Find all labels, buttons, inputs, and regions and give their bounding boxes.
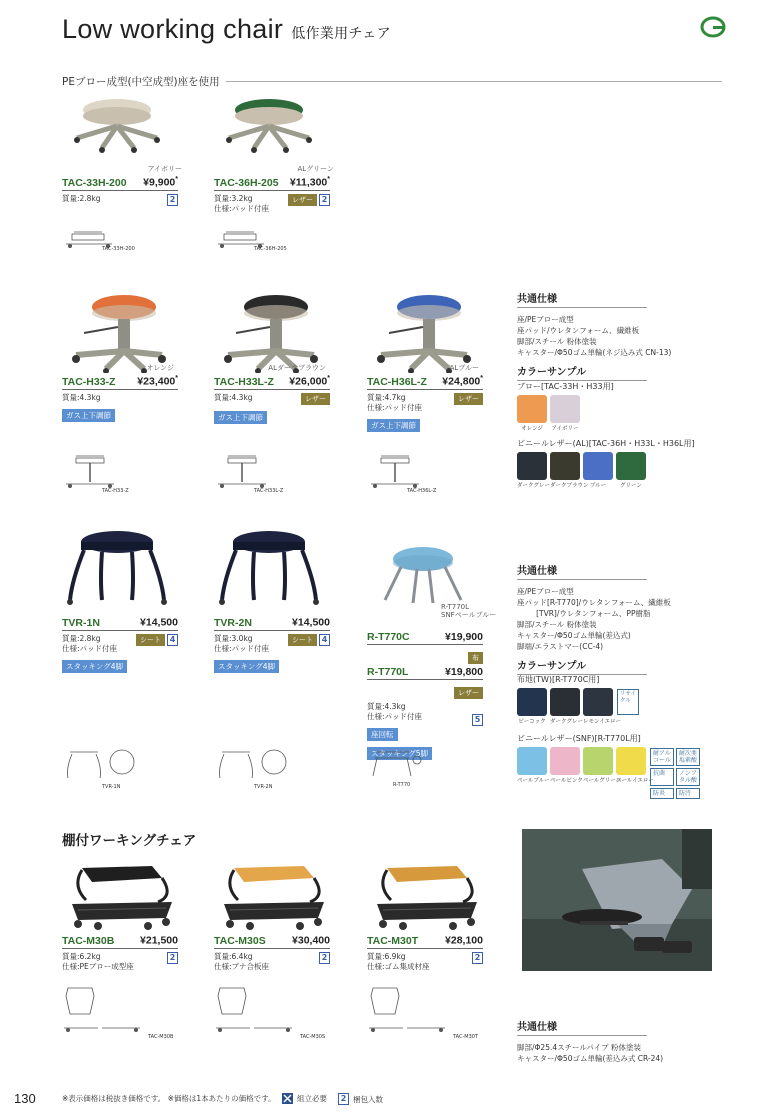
- product-spec: 質量:6.2kg 仕様:PEブロー成型座: [62, 951, 134, 971]
- product-photo: [214, 293, 364, 375]
- footer-legend-pack: 2 梱包入数: [338, 1093, 383, 1105]
- product-price: ¥24,800*: [442, 375, 483, 388]
- swatch-label: ペールピンク: [550, 778, 583, 784]
- dimension-diagram: [62, 740, 162, 790]
- pack-count-icon: 2: [319, 952, 330, 964]
- swatch-group-al: ビニールレザー(AL)[TAC-36H・H33L・H36L用] ダークグレー ダークブラウン ブルー グリーン: [517, 439, 695, 489]
- product-photo: [367, 848, 517, 934]
- swatch-chip: [550, 452, 580, 480]
- section-heading-shelf: 棚付ワーキングチェア: [62, 833, 197, 849]
- pack-count-icon: 4: [167, 634, 178, 646]
- pack-count-icon: 2: [319, 194, 330, 206]
- product-tvr2n: [214, 524, 364, 673]
- product-spec: 質量:4.7kg 仕様:パッド付座: [367, 392, 423, 412]
- color-caption: アイボリー: [147, 165, 182, 173]
- product-price: ¥19,800: [445, 666, 483, 678]
- material-tag: レザー: [288, 194, 317, 206]
- dimension-diagram: [214, 984, 339, 1044]
- pack-count-icon: 2: [167, 952, 178, 964]
- color-caption: オレンジ: [146, 364, 174, 372]
- feature-badge: ガス上下調節: [214, 411, 267, 424]
- swatch-chip: [583, 452, 613, 480]
- product-code: TAC-H33-Z: [62, 375, 116, 388]
- product-photo: [62, 293, 212, 375]
- product-tacm30t: [367, 848, 517, 972]
- swatch-chip: [517, 688, 547, 716]
- svg-text:TAC-33H-200: TAC-33H-200: [102, 246, 135, 252]
- product-price: ¥9,900*: [143, 176, 178, 189]
- product-price: ¥14,500: [292, 616, 330, 629]
- color-swatch: [550, 688, 584, 725]
- product-tacm30b: [62, 848, 212, 972]
- product-spec: 質量:4.3kg 仕様:パッド付座: [367, 702, 423, 721]
- swatch-chip: [583, 688, 613, 716]
- product-spec: 質量:6.9kg 仕様:ゴム集成材座: [367, 951, 430, 971]
- swatch-label: ペールイエロー: [616, 778, 654, 784]
- color-caption: ALブルー: [449, 364, 479, 372]
- product-price: ¥21,500: [140, 934, 178, 947]
- swatch-chip: [550, 395, 580, 423]
- swatch-chip: [517, 452, 547, 480]
- product-photo: [214, 524, 364, 616]
- brand-logo-icon: [700, 16, 726, 38]
- property-badge: ノンフタル酸: [676, 768, 700, 786]
- product-spec: 質量:4.3kg: [214, 392, 253, 402]
- swatch-chip: [616, 452, 646, 480]
- swatch-group-tw: 布地(TW)[R-T770C用] ピーコック ダークグレー レモンイエロー リサイクル: [517, 674, 640, 725]
- color-swatch: [616, 747, 654, 800]
- swatch-label: レモンイエロー: [583, 719, 622, 725]
- product-code: TVR-2N: [214, 616, 252, 629]
- diagram-label: R-T770: [393, 782, 411, 788]
- dimension-diagram: [367, 450, 467, 500]
- pack-count-icon: 2: [338, 1093, 349, 1105]
- product-price: ¥28,100: [445, 934, 483, 947]
- recycle-badge: リサイクル: [617, 689, 639, 715]
- product-price: ¥14,500: [140, 616, 178, 629]
- feature-badge: スタッキング4脚: [62, 660, 127, 673]
- svg-text:TAC-H36L-Z: TAC-H36L-Z: [407, 488, 437, 494]
- product-code: TAC-33H-200: [62, 176, 127, 189]
- color-swatch: [517, 688, 547, 725]
- svg-text:TVR-1N: TVR-1N: [102, 784, 121, 790]
- dimension-diagram: [62, 984, 187, 1044]
- page-title-jp: 低作業用チェア: [291, 26, 391, 42]
- product-tach33l: [214, 293, 364, 424]
- feature-badge: スタッキング5脚: [367, 747, 432, 760]
- product-photo: [214, 848, 364, 934]
- product-price: ¥26,000*: [289, 375, 330, 388]
- color-sample-1: カラーサンプル: [517, 363, 717, 381]
- svg-text:TVR-2N: TVR-2N: [254, 784, 273, 790]
- common-spec-3: 共通仕様 脚部/Φ25.4スチールパイプ 粉体塗装 キャスター/Φ50ゴム単輪(差込み式 CR-24): [517, 1018, 717, 1064]
- product-price: ¥19,900: [445, 631, 483, 643]
- swatch-chip: [517, 747, 547, 775]
- swatch-chip: [550, 688, 580, 716]
- product-spec: 質量:2.8kg 仕様:パッド付座: [62, 633, 118, 653]
- swatch-label: ペールブルー: [517, 778, 550, 784]
- color-swatch: [517, 747, 550, 800]
- product-photo: [367, 545, 517, 647]
- swatch-chip: [583, 747, 613, 775]
- product-spec: 質量:3.2kg 仕様:パッド付座: [214, 193, 270, 213]
- footer-note: ※表示価格は税抜き価格です。 ※価格は1本あたりの価格です。: [62, 1094, 276, 1103]
- color-swatch: [583, 452, 613, 489]
- tools-icon: [282, 1093, 293, 1104]
- product-tach36l: [367, 293, 517, 432]
- product-code: TAC-M30S: [214, 934, 266, 947]
- feature-badge: 座回転: [367, 728, 398, 741]
- swatch-group-snf: ビニールレザー(SNF)[R-T770L用] ペールブルー ペールピンク ペールグリーン ペールイエロー 耐アルコール 耐次亜塩素酸 抗菌 ノンフタル酸 防炎 防汚: [517, 733, 703, 800]
- page-number: 130: [14, 1091, 36, 1106]
- property-badge: 耐次亜塩素酸: [676, 748, 700, 766]
- dimension-diagram: [214, 740, 314, 790]
- property-badge: 抗菌: [650, 768, 674, 786]
- swatch-chip: [517, 395, 547, 423]
- color-caption: ALダークブラウン: [268, 364, 326, 372]
- feature-badge: スタッキング4脚: [214, 660, 279, 673]
- footer-legend-assembly: 組立必要: [282, 1093, 327, 1104]
- product-photo: [62, 524, 212, 616]
- product-tac36h: [214, 90, 364, 214]
- color-sample-2: カラーサンプル: [517, 657, 717, 675]
- product-code: TAC-M30B: [62, 934, 115, 947]
- material-tag: シート: [288, 634, 317, 646]
- product-spec: 質量:4.3kg: [62, 392, 101, 402]
- pack-count-icon: 2: [472, 952, 483, 964]
- product-code: TVR-1N: [62, 616, 100, 629]
- pack-count-icon: 4: [319, 634, 330, 646]
- material-tag: レザー: [454, 393, 483, 405]
- page-title: Low working chair 低作業用チェア: [62, 14, 391, 44]
- dimension-diagram: [62, 450, 162, 500]
- color-swatch: [583, 688, 622, 725]
- swatch-label: ダークグレー: [550, 719, 584, 725]
- svg-text:TAC-H33-Z: TAC-H33-Z: [102, 488, 129, 494]
- product-spec: 質量:3.0kg 仕様:パッド付座: [214, 633, 270, 653]
- product-spec: 質量:6.4kg 仕様:ブナ合板座: [214, 951, 270, 971]
- swatch-label: アイボリー: [551, 426, 579, 432]
- swatch-label: ブルー: [589, 483, 607, 489]
- svg-text:TAC-H33L-Z: TAC-H33L-Z: [254, 488, 284, 494]
- dimension-diagram: [62, 222, 162, 272]
- swatch-label: ダークブラウン: [550, 483, 589, 489]
- product-tacm30s: [214, 848, 364, 972]
- product-tach33: [62, 293, 212, 422]
- feature-badge: ガス上下調節: [62, 409, 115, 422]
- product-spec: 質量:2.8kg: [62, 193, 101, 203]
- product-photo: [62, 848, 212, 934]
- property-badge: 耐アルコール: [650, 748, 674, 766]
- usage-photo: [522, 829, 712, 971]
- common-spec-2: 共通仕様 座/PEブロー成型 座パッド[R-T770]/ウレタンフォーム、繊維板 [TVR]/ウレタンフォーム、PP樹脂 脚部/スチール 粉体塗装 キャスター/Φ50ゴム単輪(差込式) 脚端/エラストマー(CC-4): [517, 562, 717, 652]
- swatch-label: ペールグリーン: [583, 778, 622, 784]
- material-tag: シート: [136, 634, 165, 646]
- color-swatch: [550, 395, 580, 432]
- product-code: TAC-H36L-Z: [367, 375, 427, 388]
- color-swatch: [550, 747, 583, 800]
- svg-text:TAC-36H-205: TAC-36H-205: [254, 246, 287, 252]
- material-tag: レザー: [301, 393, 330, 405]
- feature-badge: ガス上下調節: [367, 419, 420, 432]
- swatch-label: ダークグレー: [517, 483, 551, 489]
- dimension-diagram: [214, 222, 314, 272]
- swatch-label: オレンジ: [521, 426, 543, 432]
- swatch-label: グリーン: [620, 483, 642, 489]
- product-photo: [214, 90, 364, 176]
- dimension-diagram: [214, 450, 314, 500]
- common-spec-1: 共通仕様 座/PEブロー成型 座パッド/ウレタンフォーム、繊維板 脚部/スチール 粉体塗装 キャスター/Φ50ゴム単輪(ネジ込み式 CN-13): [517, 290, 717, 358]
- swatch-chip: [550, 747, 580, 775]
- color-caption: ALグリーン: [297, 165, 334, 173]
- pack-count-icon: 5: [472, 714, 483, 726]
- color-swatch: [616, 452, 646, 489]
- property-badge: 防汚: [676, 788, 700, 799]
- svg-text:TAC-M30T: TAC-M30T: [453, 1034, 479, 1040]
- product-photo: [367, 293, 517, 375]
- color-swatch: [550, 452, 589, 489]
- product-code: TAC-M30T: [367, 934, 419, 947]
- product-code: R-T770L: [367, 666, 409, 678]
- product-price: ¥11,300*: [289, 176, 330, 189]
- material-tag: レザー: [454, 687, 483, 699]
- color-swatch: [517, 452, 551, 489]
- product-code: TAC-36H-205: [214, 176, 279, 189]
- color-swatch: [517, 395, 547, 432]
- product-price: ¥23,400*: [137, 375, 178, 388]
- product-code: TAC-H33L-Z: [214, 375, 274, 388]
- svg-text:TAC-M30S: TAC-M30S: [300, 1034, 326, 1040]
- product-tvr1n: [62, 524, 212, 673]
- color-caption: R-T770L SNFペールブルー: [441, 603, 497, 619]
- swatch-chip: [616, 747, 646, 775]
- pack-count-icon: 2: [167, 194, 178, 206]
- material-tag: 布: [468, 652, 483, 664]
- swatch-group-blow: ブロー[TAC-33H・H33用] オレンジ アイボリー: [517, 382, 614, 432]
- svg-text:TAC-M30B: TAC-M30B: [148, 1034, 174, 1040]
- color-swatch: [583, 747, 622, 800]
- property-badge: 防炎: [650, 788, 674, 799]
- product-rt770: [367, 545, 517, 760]
- product-price: ¥30,400: [292, 934, 330, 947]
- swatch-label: ピーコック: [518, 719, 546, 725]
- dimension-diagram: [367, 984, 492, 1044]
- product-tac33h: [62, 90, 212, 206]
- product-photo: [62, 90, 212, 176]
- dimension-diagram: [365, 740, 435, 790]
- section-heading-pe: PEブロー成型(中空成型)座を使用: [62, 74, 722, 89]
- product-code: R-T770C: [367, 631, 410, 643]
